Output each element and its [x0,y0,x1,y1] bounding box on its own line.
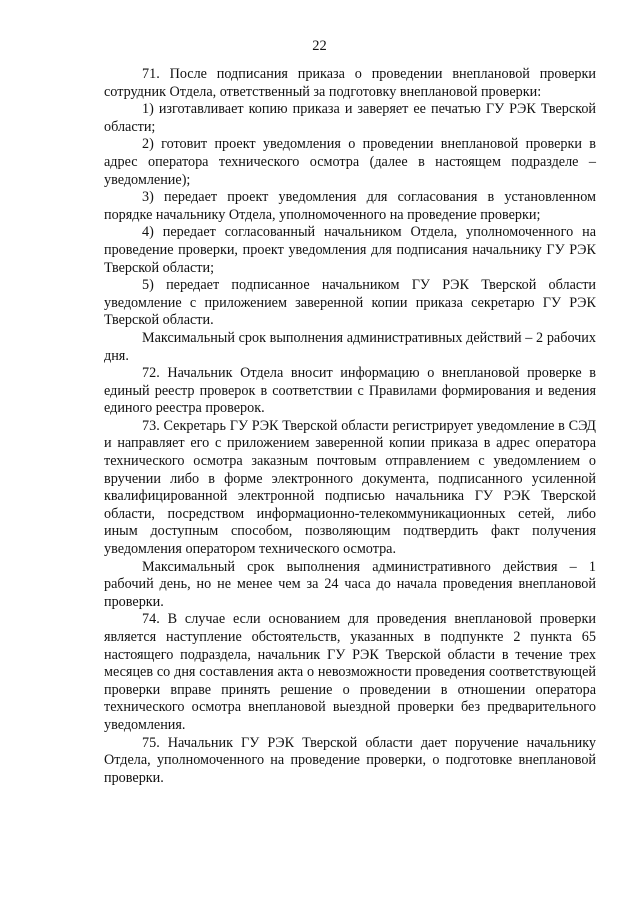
paragraph-71-deadline: Максимальный срок выполнения административных действий – 2 рабочих дня. [104,329,596,364]
document-body [104,66,596,787]
paragraph-74: 74. В случае если основанием для проведения внеплановой проверки является наступление обстоятельств, указанных в подпункте 2 пункта 65 настоящего подраздела, начальник ГУ РЭК Тверской области в течение трех месяцев со дня составления акта о невозможности проведения соответствующей проверки вправе принять решение о проведении в отношении оператора технического осмотра внеплановой выездной проверки без предварительного уведомления. [104,611,596,733]
paragraph-71-item-5: 5) передает подписанное начальником ГУ РЭК Тверской области уведомление с приложением заверенной копии приказа секретарю ГУ РЭК Тверской области. [104,277,596,329]
page-number: 22 [312,38,327,54]
paragraph-72: 72. Начальник Отдела вносит информацию о внеплановой проверке в единый реестр проверок в соответствии с Правилами формирования и ведения единого реестра проверок. [104,365,596,417]
paragraph-73: 73. Секретарь ГУ РЭК Тверской области регистрирует уведомление в СЭД и направляет его с приложением заверенной копии приказа в адрес оператора технического осмотра заказным почтовым отправлением с уведомлением о вручении либо в форме электронного документа, подписанного усиленной квалифицированной электронной подписью начальника ГУ РЭК Тверской области, посредством информационно-телекоммуникационных сетей, либо иным доступным способом, позволяющим подтвердить факт получения уведомления оператором технического осмотра. [104,417,596,558]
paragraph-75: 75. Начальник ГУ РЭК Тверской области дает поручение начальнику Отдела, уполномоченного на проведение проверки, о подготовке внеплановой проверки. [104,734,596,786]
paragraph-71-item-1: 1) изготавливает копию приказа и заверяет ее печатью ГУ РЭК Тверской области; [104,101,596,135]
paragraph-73-deadline: Максимальный срок выполнения административного действия – 1 рабочий день, но не менее чем за 24 часа до начала проведения внеплановой проверки. [104,558,596,610]
paragraph-71: 71. После подписания приказа о проведении внеплановой проверки сотрудник Отдела, ответственный за подготовку внеплановой проверки: [104,66,596,100]
paragraph-71-item-2: 2) готовит проект уведомления о проведении внеплановой проверки в адрес оператора технического осмотра (далее в настоящем подразделе – уведомление); [104,136,596,188]
paragraph-71-item-3: 3) передает проект уведомления для согласования в установленном порядке начальнику Отдела, уполномоченного на проведение проверки; [104,189,596,223]
paragraph-71-item-4: 4) передает согласованный начальником Отдела, уполномоченного на проведение проверки, проект уведомления для подписания начальнику ГУ РЭК Тверской области; [104,224,596,276]
